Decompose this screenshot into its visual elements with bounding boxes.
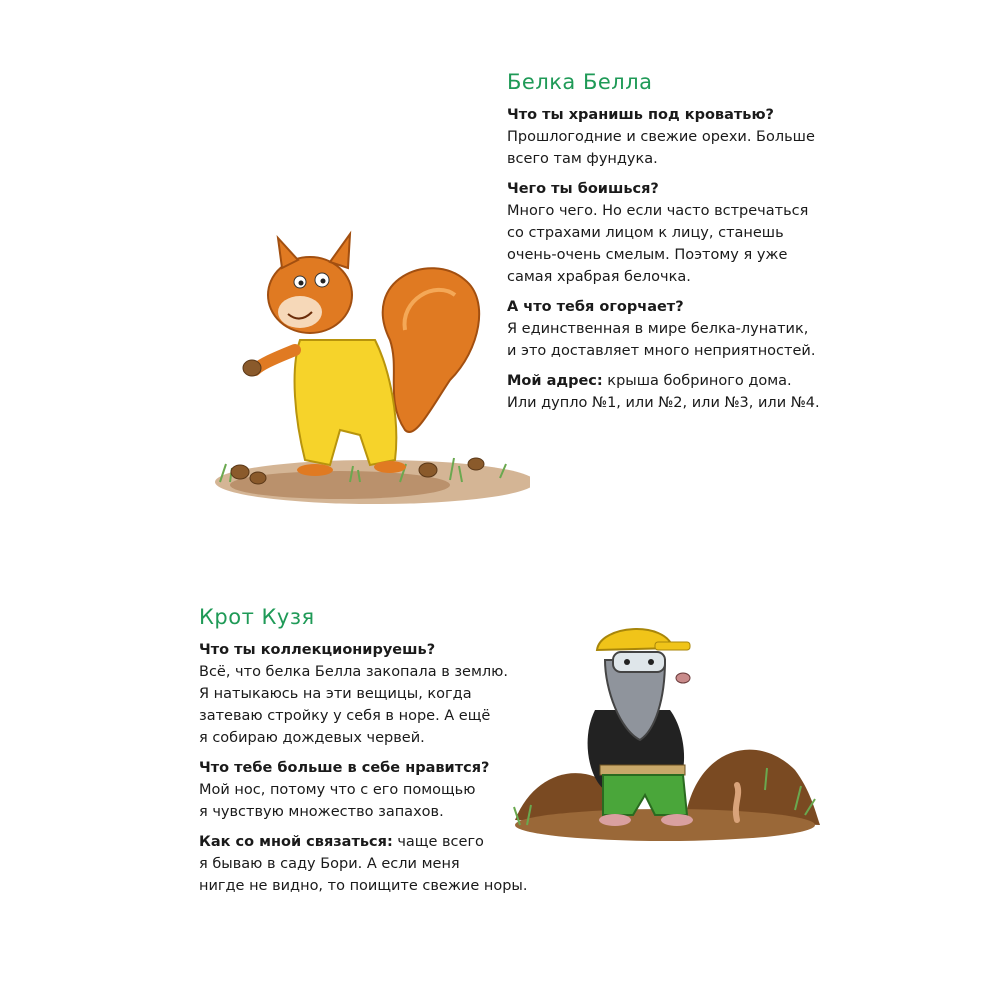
bella-answer-3: Я единственная в мире белка-лунатик, и это доставляет много неприятностей.	[507, 321, 816, 359]
bella-profile	[507, 70, 887, 422]
kuzya-question-2: Что тебе больше в себе нравится?	[199, 760, 490, 776]
kuzya-title: Крот Кузя	[199, 605, 315, 629]
kuzya-profile	[199, 605, 529, 905]
bella-title: Белка Белла	[507, 70, 653, 94]
kuzya-contact: Как со мной связаться: чаще всего я бываю в саду Бори. А если меня нигде не видно, то поищите свежие норы.	[199, 834, 528, 894]
kuzya-qa-2	[199, 757, 529, 823]
kuzya-qa-1	[199, 639, 529, 749]
bella-address-text: крыша бобриного дома.	[602, 373, 792, 389]
bella-address	[507, 370, 887, 414]
bella-qa-1	[507, 104, 887, 170]
bella-answer-2: Много чего. Но если часто встречаться со страхами лицом к лицу, станешь очень-очень смелым. Поэтому я уже самая храбрая белочка.	[507, 203, 809, 285]
bella-question-1: Что ты хранишь под кроватью?	[507, 107, 774, 123]
bella-question-2: Чего ты боишься?	[507, 181, 659, 197]
mole-illustration	[505, 620, 825, 850]
kuzya-contact-text: чаще всего	[392, 834, 484, 850]
bella-qa-2	[507, 178, 887, 288]
kuzya-answer-2: Мой нос, потому что с его помощью я чувствую множество запахов.	[199, 782, 476, 820]
squirrel-illustration	[200, 220, 530, 520]
bella-question-3: А что тебя огорчает?	[507, 299, 684, 315]
kuzya-contact-label: Как со мной связаться:	[199, 834, 393, 850]
kuzya-answer-1: Всё, что белка Белла закопала в землю. Я натыкаюсь на эти вещицы, когда затеваю стройку у себя в норе. А ещё я собираю дождевых червей.	[199, 664, 508, 746]
kuzya-question-1: Что ты коллекционируешь?	[199, 642, 436, 658]
bella-answer-1: Прошлогодние и свежие орехи. Больше всего там фундука.	[507, 129, 815, 167]
bella-qa-3	[507, 296, 887, 362]
bella-address-line2: Или дупло №1, или №2, или №3, или №4.	[507, 395, 820, 411]
bella-address-label: Мой адрес:	[507, 373, 603, 389]
